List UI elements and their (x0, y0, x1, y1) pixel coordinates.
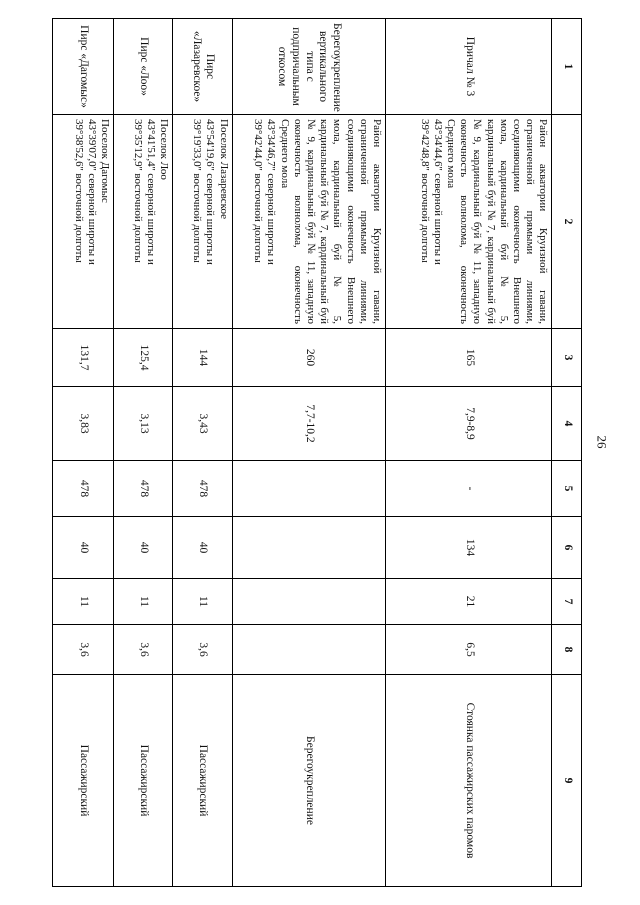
berth-name: Причал № 3 (385, 19, 551, 115)
header-cell: 6 (552, 517, 582, 579)
table-row (173, 19, 232, 887)
cell-col6: 134 (385, 517, 551, 579)
location-text: Район акватории Круизной гавани, ограниченной прямыми линиями, соединяющими оконечность Внешнего мола, кардинальный буй № 5, кардинальный буй № 7, кардинальный буй № 9, кардинальный буй № 11, западную оконечность волнолома, оконечность Среднего мола (278, 119, 383, 324)
header-cell: 3 (552, 329, 582, 387)
table-row (232, 19, 385, 887)
table-row (385, 19, 551, 887)
location-description (232, 115, 385, 329)
berth-name: Пирс «Лазаревское» (173, 19, 232, 115)
latitude-text: 43°34'44,6'' северной широты и (431, 119, 444, 265)
cell-col8: 3,6 (114, 625, 173, 675)
header-cell: 5 (552, 461, 582, 517)
longitude-text: 39°38'52,6'' восточной долготы (72, 119, 85, 263)
location-description (173, 115, 232, 329)
location-text: Поселок Дагомыс (99, 119, 112, 203)
cell-col3: 165 (385, 329, 551, 387)
cell-col8 (232, 625, 385, 675)
cell-col4: 3,43 (173, 387, 232, 461)
cell-col6: 40 (114, 517, 173, 579)
cell-col4: 3,13 (114, 387, 173, 461)
table-row (114, 19, 173, 887)
cell-col7: 11 (114, 579, 173, 625)
cell-col9: Пассажирский (114, 675, 173, 887)
berth-name: Пирс «Дагомыс» (53, 19, 114, 115)
cell-col6: 40 (53, 517, 114, 579)
cell-col5: - (385, 461, 551, 517)
cell-col5: 478 (114, 461, 173, 517)
cell-col8: 3,6 (53, 625, 114, 675)
cell-col5 (232, 461, 385, 517)
berth-name: Берегоукрепление вертикального типа с подпричальным откосом (232, 19, 385, 115)
longitude-text: 39°19'33,0'' восточной долготы (191, 119, 204, 263)
cell-col9: Пассажирский (53, 675, 114, 887)
location-text: Район акватории Круизной гавани, ограниченной прямыми линиями, соединяющими оконечность Внешнего мола, кардинальный буй № 5, кардинальный буй № 7, кардинальный буй № 9, кардинальный буй № 11, западную оконечность волнолома, оконечность Среднего мола (445, 119, 550, 324)
latitude-text: 43°41'51,4'' северной широты и (145, 119, 158, 265)
latitude-text: 43°34'46,7'' северной широты и (265, 119, 278, 265)
berths-table (52, 18, 582, 887)
cell-col4: 7,9-8,9 (385, 387, 551, 461)
cell-col9: Стоянка пассажирских паромов (385, 675, 551, 887)
cell-col7: 11 (53, 579, 114, 625)
location-description (53, 115, 114, 329)
cell-col7: 11 (173, 579, 232, 625)
header-cell: 8 (552, 625, 582, 675)
location-description (114, 115, 173, 329)
header-cell: 9 (552, 675, 582, 887)
location-text: Поселок Лазаревское (217, 119, 230, 219)
header-cell: 4 (552, 387, 582, 461)
cell-col7 (232, 579, 385, 625)
cell-col8: 6,5 (385, 625, 551, 675)
cell-col9: Берегоукрепление (232, 675, 385, 887)
page-number: 26 (594, 435, 610, 449)
cell-col3: 260 (232, 329, 385, 387)
location-description (385, 115, 551, 329)
header-cell: 7 (552, 579, 582, 625)
header-cell: 1 (552, 19, 582, 115)
cell-col9: Пассажирский (173, 675, 232, 887)
rotated-table-wrapper (52, 18, 582, 886)
longitude-text: 39°42'44,0'' восточной долготы (252, 119, 265, 263)
cell-col4: 3,83 (53, 387, 114, 461)
header-row (552, 19, 582, 887)
cell-col3: 131,7 (53, 329, 114, 387)
longitude-text: 39°35'12,9'' восточной долготы (132, 119, 145, 263)
latitude-text: 43°39'07,0'' северной широты и (86, 119, 99, 265)
cell-col7: 21 (385, 579, 551, 625)
cell-col8: 3,6 (173, 625, 232, 675)
cell-col5: 478 (53, 461, 114, 517)
cell-col3: 144 (173, 329, 232, 387)
cell-col6 (232, 517, 385, 579)
latitude-text: 43°54'19,6'' северной широты и (204, 119, 217, 265)
location-text: Поселок Лоо (158, 119, 171, 180)
cell-col6: 40 (173, 517, 232, 579)
cell-col4: 7,7-10,2 (232, 387, 385, 461)
table-row (53, 19, 114, 887)
berth-name: Пирс «Лоо» (114, 19, 173, 115)
cell-col3: 125,4 (114, 329, 173, 387)
longitude-text: 39°42'48,8'' восточной долготы (418, 119, 431, 263)
header-cell: 2 (552, 115, 582, 329)
cell-col5: 478 (173, 461, 232, 517)
